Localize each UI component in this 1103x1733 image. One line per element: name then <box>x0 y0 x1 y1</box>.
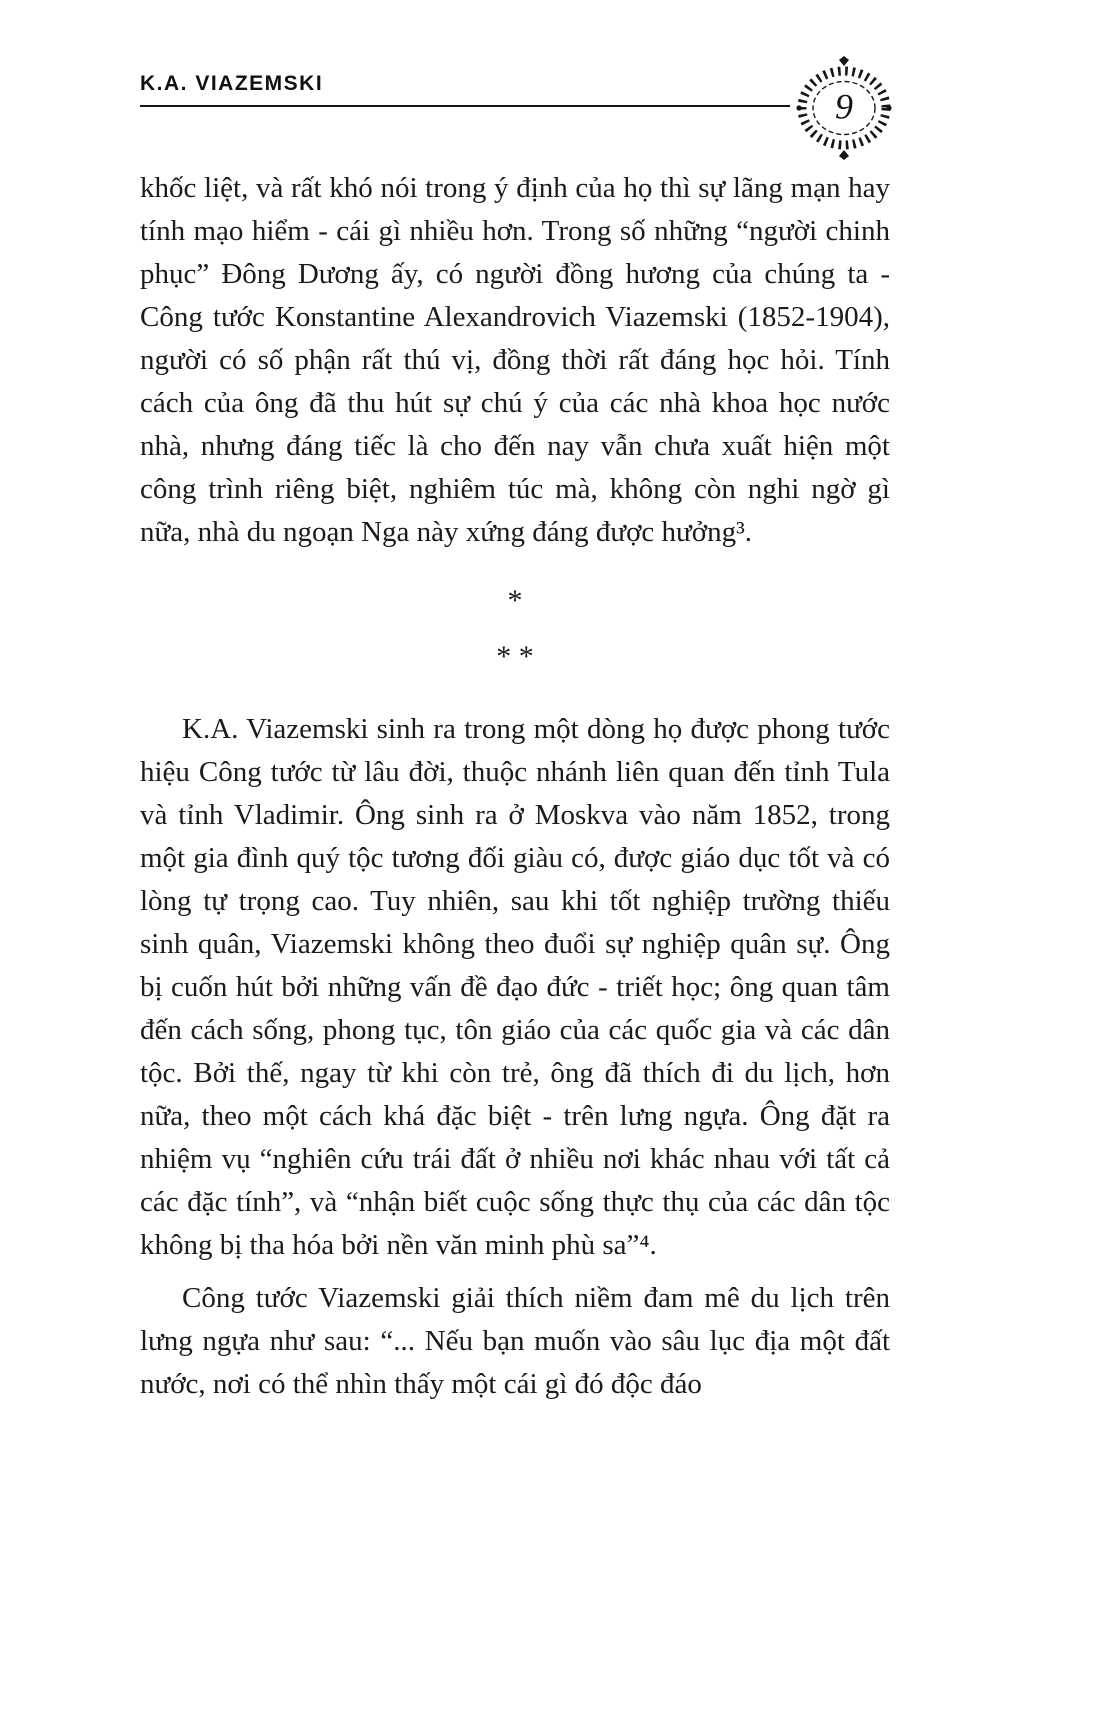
page-number: 9 <box>835 86 853 127</box>
running-title: K.A. VIAZEMSKI <box>140 72 324 95</box>
paragraph: Công tước Viazemski giải thích niềm đam mê du lịch trên lưng ngựa như sau: “... Nếu bạn muốn vào sâu lục địa một đất nước, nơi có thể nhìn thấy một cái gì đó độc đáo <box>140 1282 890 1400</box>
asterism-separator: * * <box>496 640 534 673</box>
paragraph: khốc liệt, và rất khó nói trong ý định của họ thì sự lãng mạn hay tính mạo hiểm - cái gì nhiều hơn. Trong số những “người chinh phục” Đông Dương ấy, có người đồng hương của chúng ta - Công tước Konstantine Alexandrovich Viazemski (1852-1904), người có số phận rất thú vị, đồng thời rất đáng học hỏi. Tính cách của ông đã thu hút sự chú ý của các nhà khoa học nước nhà, nhưng đáng tiếc là cho đến nay vẫn chưa xuất hiện một công trình riêng biệt, nghiêm túc mà, không còn nghi ngờ gì nữa, nhà du ngoạn Nga này xứng đáng được hưởng³. <box>140 172 890 548</box>
header-rule <box>140 105 790 107</box>
page-header <box>140 72 890 127</box>
page-body <box>140 167 890 1406</box>
page-number-ornament <box>794 56 894 160</box>
asterism-separator: * <box>507 584 523 617</box>
paragraph: K.A. Viazemski sinh ra trong một dòng họ được phong tước hiệu Công tước từ lâu đời, thuộc nhánh liên quan đến tỉnh Tula và tỉnh Vladimir. Ông sinh ra ở Moskva vào năm 1852, trong một gia đình quý tộc tương đối giàu có, được giáo dục tốt và có lòng tự trọng cao. Tuy nhiên, sau khi tốt nghiệp trường thiếu sinh quân, Viazemski không theo đuổi sự nghiệp quân sự. Ông bị cuốn hút bởi những vấn đề đạo đức - triết học; ông quan tâm đến cách sống, phong tục, tôn giáo của các quốc gia và các dân tộc. Bởi thế, ngay từ khi còn trẻ, ông đã thích đi du lịch, hơn nữa, theo một cách khá đặc biệt - trên lưng ngựa. Ông đặt ra nhiệm vụ “nghiên cứu trái đất ở nhiều nơi khác nhau với tất cả các đặc tính”, và “nhận biết cuộc sống thực thụ của các dân tộc không bị tha hóa bởi nền văn minh phù sa”⁴. <box>140 713 890 1261</box>
